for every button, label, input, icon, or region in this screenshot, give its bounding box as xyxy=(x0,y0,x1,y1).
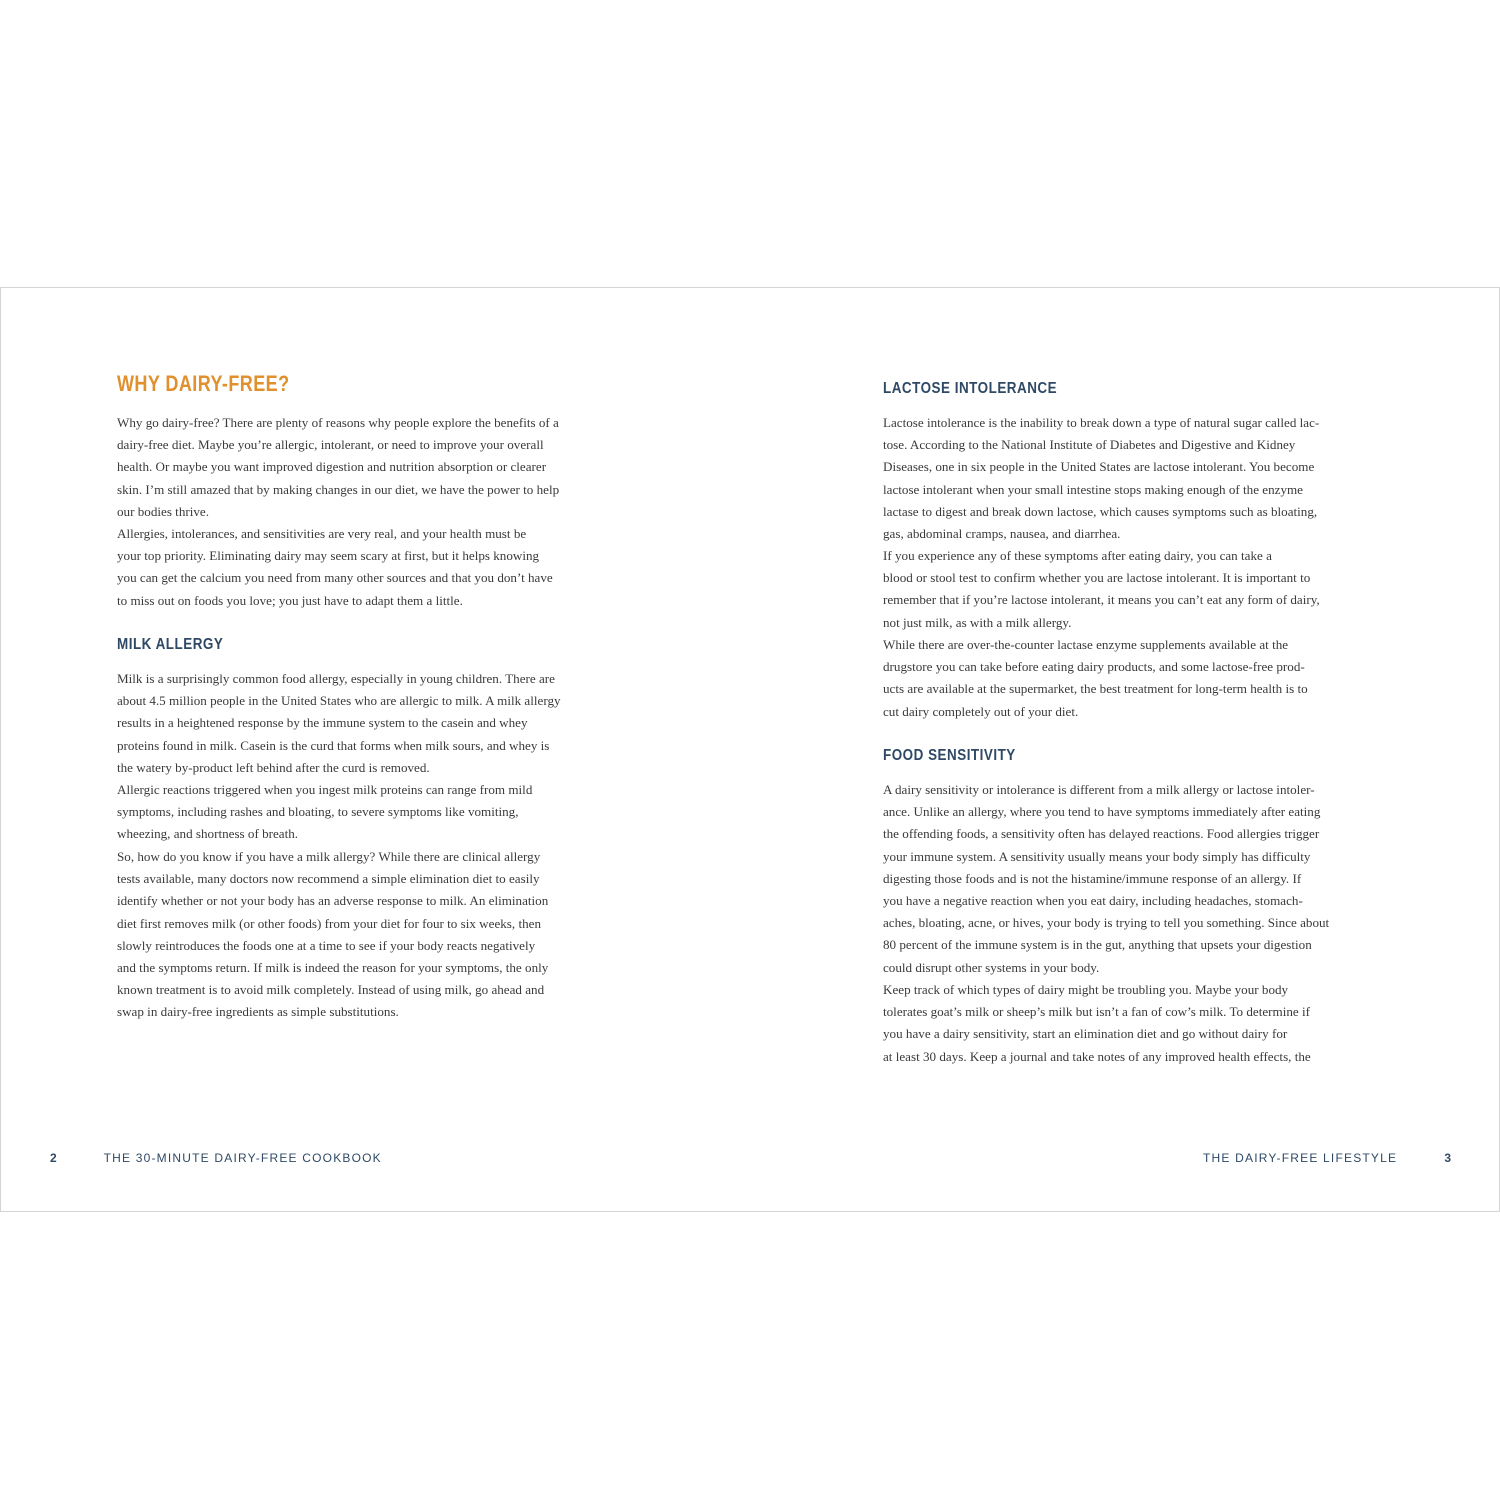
right-running-title: THE DAIRY-FREE LIFESTYLE xyxy=(1203,1151,1398,1165)
lactose-intolerance-heading: LACTOSE INTOLERANCE xyxy=(883,380,1058,397)
lactose-paragraph-2: If you experience any of these symptoms after eating dairy, you can take a blood or stool test to confirm whether you are lactose intolerant. It is important to remember that if you’re lactose intolerant, it means you can’t eat any form of dairy, not just milk, as with a milk allergy. xyxy=(883,548,1320,630)
milk-allergy-heading: MILK ALLERGY xyxy=(117,636,224,653)
book-spread xyxy=(0,287,1500,1212)
milk-allergy-paragraph-3: So, how do you know if you have a milk allergy? While there are clinical allergy tests available, many doctors now recommend a simple elimination diet to easily identify whether or not your body has an adverse response to milk. An elimination diet first removes milk (or other foods) from your diet for four to six weeks, then slowly reintroduces the foods one at a time to see if your body reacts negatively and the symptoms return. If milk is indeed the reason for your symptoms, the only known treatment is to avoid milk completely. Instead of using milk, go ahead and swap in dairy-free ingredients as simple substitutions. xyxy=(117,849,549,1020)
sensitivity-paragraph-1: A dairy sensitivity or intolerance is different from a milk allergy or lactose intoler- ance. Unlike an allergy, where you tend to have symptoms immediately after eating the offending foods, a sensitivity often has delayed reactions. Food allergies trigger your immune system. A sensitivity usually means your body simply has difficulty digesting those foods and is not the histamine/immune response of an allergy. If you have a negative reaction when you eat dairy, including headaches, stomach- aches, bloating, acne, or hives, your body is trying to tell you something. Since about 80 percent of the immune system is in the gut, anything that upsets your digestion could disrupt other systems in your body. xyxy=(883,782,1330,975)
left-running-title: THE 30-MINUTE DAIRY-FREE COOKBOOK xyxy=(103,1151,382,1165)
lactose-paragraph-3: While there are over-the-counter lactase enzyme supplements available at the drugstore you can take before eating dairy products, and some lactose-free prod- ucts are available at the supermarket, the best treatment for long-term health is to cut dairy completely out of your diet. xyxy=(883,637,1308,719)
milk-allergy-paragraph-1: Milk is a surprisingly common food allergy, especially in young children. There are about 4.5 million people in the United States who are allergic to milk. A milk allergy results in a heightened response by the immune system to the casein and whey proteins found in milk. Casein is the curd that forms when milk sours, and whey is the watery by-product left behind after the curd is removed. xyxy=(117,671,561,775)
intro-paragraph-2: Allergies, intolerances, and sensitivities are very real, and your health must be your top priority. Eliminating dairy may seem scary at first, but it helps knowing you can get the calcium you need from many other sources and that you don’t have to miss out on foods you love; you just have to adapt them a little. xyxy=(117,526,553,608)
intro-paragraph-1: Why go dairy-free? There are plenty of reasons why people explore the benefits of a dairy-free diet. Maybe you’re allergic, intolerant, or need to improve your overall health. Or maybe you want improved digestion and nutrition absorption or clearer skin. I’m still amazed that by making changes in our diet, we have the power to help our bodies thrive. xyxy=(117,415,560,519)
left-page-number: 2 xyxy=(50,1151,57,1165)
food-sensitivity-heading: FOOD SENSITIVITY xyxy=(883,747,1016,764)
chapter-title: WHY DAIRY-FREE? xyxy=(117,371,290,396)
lactose-paragraph-1: Lactose intolerance is the inability to break down a type of natural sugar called lac- tose. According to the National Institute of Diabetes and Digestive and Kidney Diseases, one in six people in the United States are lactose intolerant. You become lactose intolerant when your small intestine stops making enough of the enzyme lactase to digest and break down lactose, which causes symptoms such as bloating, gas, abdominal cramps, nausea, and diarrhea. xyxy=(883,415,1320,542)
right-footer xyxy=(1203,1151,1451,1165)
left-footer xyxy=(50,1151,382,1165)
milk-allergy-paragraph-2: Allergic reactions triggered when you ingest milk proteins can range from mild symptoms, including rashes and bloating, to severe symptoms like vomiting, wheezing, and shortness of breath. xyxy=(117,782,533,842)
right-page-number: 3 xyxy=(1444,1151,1451,1165)
sensitivity-paragraph-2: Keep track of which types of dairy might be troubling you. Maybe your body tolerates goat’s milk or sheep’s milk but isn’t a fan of cow’s milk. To determine if you have a dairy sensitivity, start an elimination diet and go without dairy for at least 30 days. Keep a journal and take notes of any improved health effects, the xyxy=(883,982,1311,1064)
